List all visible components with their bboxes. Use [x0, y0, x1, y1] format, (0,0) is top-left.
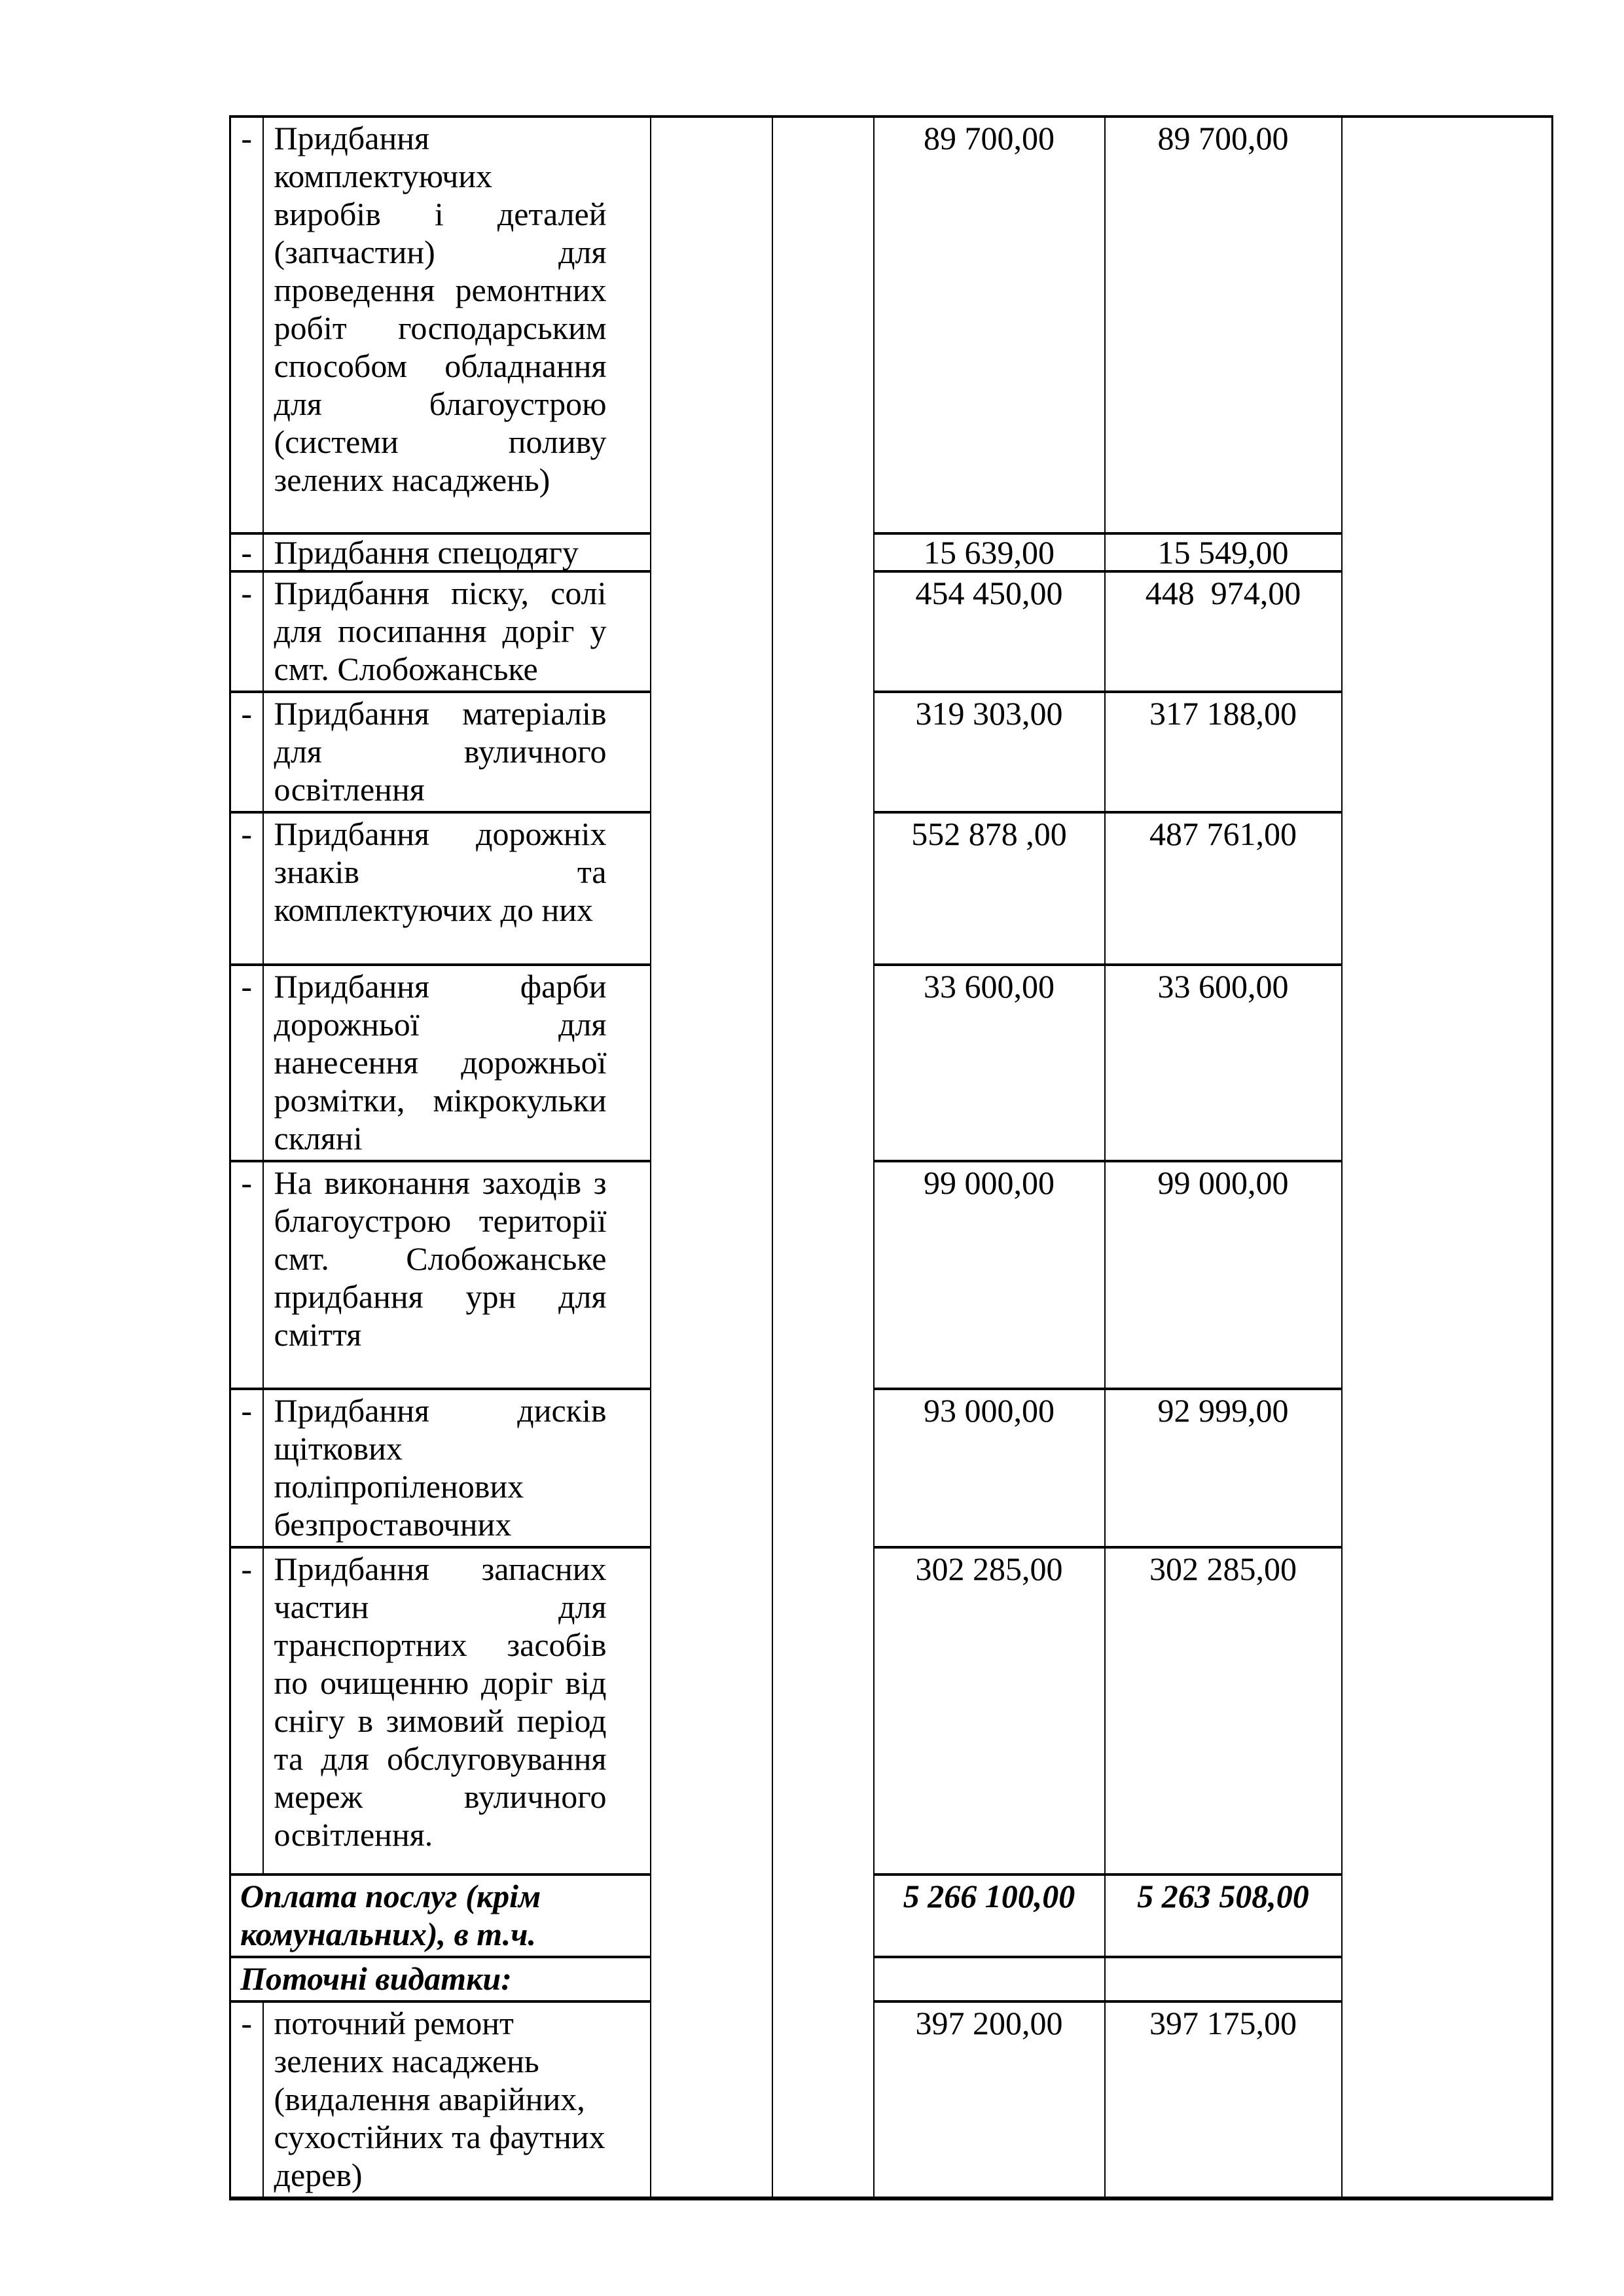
amount-column-1-cell: 93 000,00: [874, 1389, 1105, 1547]
list-marker-cell: -: [230, 2001, 263, 2198]
amount-column-1-cell: 454 450,00: [874, 571, 1105, 692]
amount-column-1-cell: 5 266 100,00: [874, 1874, 1105, 1957]
amount-column-2-cell: 15 549,00: [1105, 533, 1342, 571]
empty-column-2-cell: [772, 117, 874, 2198]
amount-column-2-cell: 92 999,00: [1105, 1389, 1342, 1547]
description-cell: Придбання матеріалів для вуличного освітлення: [263, 692, 651, 812]
description-cell: Придбання дорожніх знаків та комплектуючих до них: [263, 812, 651, 965]
description-cell: поточний ремонт зелених насаджень (видалення аварійних, сухостійних та фаутних дерев): [263, 2001, 651, 2198]
amount-column-1-cell: 319 303,00: [874, 692, 1105, 812]
list-marker-cell: -: [230, 965, 263, 1161]
list-marker-cell: -: [230, 117, 263, 533]
amount-column-1-cell: 99 000,00: [874, 1161, 1105, 1389]
list-marker-cell: -: [230, 571, 263, 692]
amount-column-2-cell: 99 000,00: [1105, 1161, 1342, 1389]
amount-column-1-cell: 89 700,00: [874, 117, 1105, 533]
list-marker-cell: -: [230, 1547, 263, 1874]
table-row: [230, 117, 1553, 533]
amount-column-2-cell: 487 761,00: [1105, 812, 1342, 965]
list-marker-cell: -: [230, 1161, 263, 1389]
description-cell: На виконання заходів з благоустрою території смт. Слобожанське придбання урн для сміття: [263, 1161, 651, 1389]
description-cell: Придбання запасних частин для транспортних засобів по очищенню доріг від снігу в зимовий період та для обслуговування мереж вуличного освітлення.: [263, 1547, 651, 1874]
description-cell: Придбання фарби дорожньої для нанесення дорожньої розмітки, мікрокульки скляні: [263, 965, 651, 1161]
amount-column-2-cell: [1105, 1957, 1342, 2001]
amount-column-1-cell: 552 878 ,00: [874, 812, 1105, 965]
description-cell: Придбання спецодягу: [263, 533, 651, 571]
description-cell: Оплата послуг (крім комунальних), в т.ч.: [230, 1874, 651, 1957]
amount-column-2-cell: 89 700,00: [1105, 117, 1342, 533]
list-marker-cell: -: [230, 533, 263, 571]
description-cell: Придбання дисків щіткових поліпропіленових безпроставочних: [263, 1389, 651, 1547]
amount-column-1-cell: [874, 1957, 1105, 2001]
amount-column-1-cell: 33 600,00: [874, 965, 1105, 1161]
description-cell: Придбання комплектуючих виробів і деталей (запчастин) для проведення ремонтних робіт господарським способом обладнання для благоустрою (системи поливу зелених насаджень): [263, 117, 651, 533]
amount-column-1-cell: 302 285,00: [874, 1547, 1105, 1874]
list-marker-cell: -: [230, 692, 263, 812]
list-marker-cell: -: [230, 1389, 263, 1547]
amount-column-2-cell: 33 600,00: [1105, 965, 1342, 1161]
amount-column-2-cell: 448 974,00: [1105, 571, 1342, 692]
list-marker-cell: -: [230, 812, 263, 965]
amount-column-1-cell: 397 200,00: [874, 2001, 1105, 2198]
amount-column-1-cell: 15 639,00: [874, 533, 1105, 571]
description-cell: Придбання піску, солі для посипання доріг у смт. Слобожанське: [263, 571, 651, 692]
amount-column-2-cell: 5 263 508,00: [1105, 1874, 1342, 1957]
empty-column-3-cell: [1342, 117, 1553, 2198]
amount-column-2-cell: 302 285,00: [1105, 1547, 1342, 1874]
empty-column-1-cell: [651, 117, 772, 2198]
description-cell: Поточні видатки:: [230, 1957, 651, 2001]
amount-column-2-cell: 397 175,00: [1105, 2001, 1342, 2198]
budget-table: [229, 115, 1553, 2200]
amount-column-2-cell: 317 188,00: [1105, 692, 1342, 812]
table-body: [230, 117, 1553, 2198]
